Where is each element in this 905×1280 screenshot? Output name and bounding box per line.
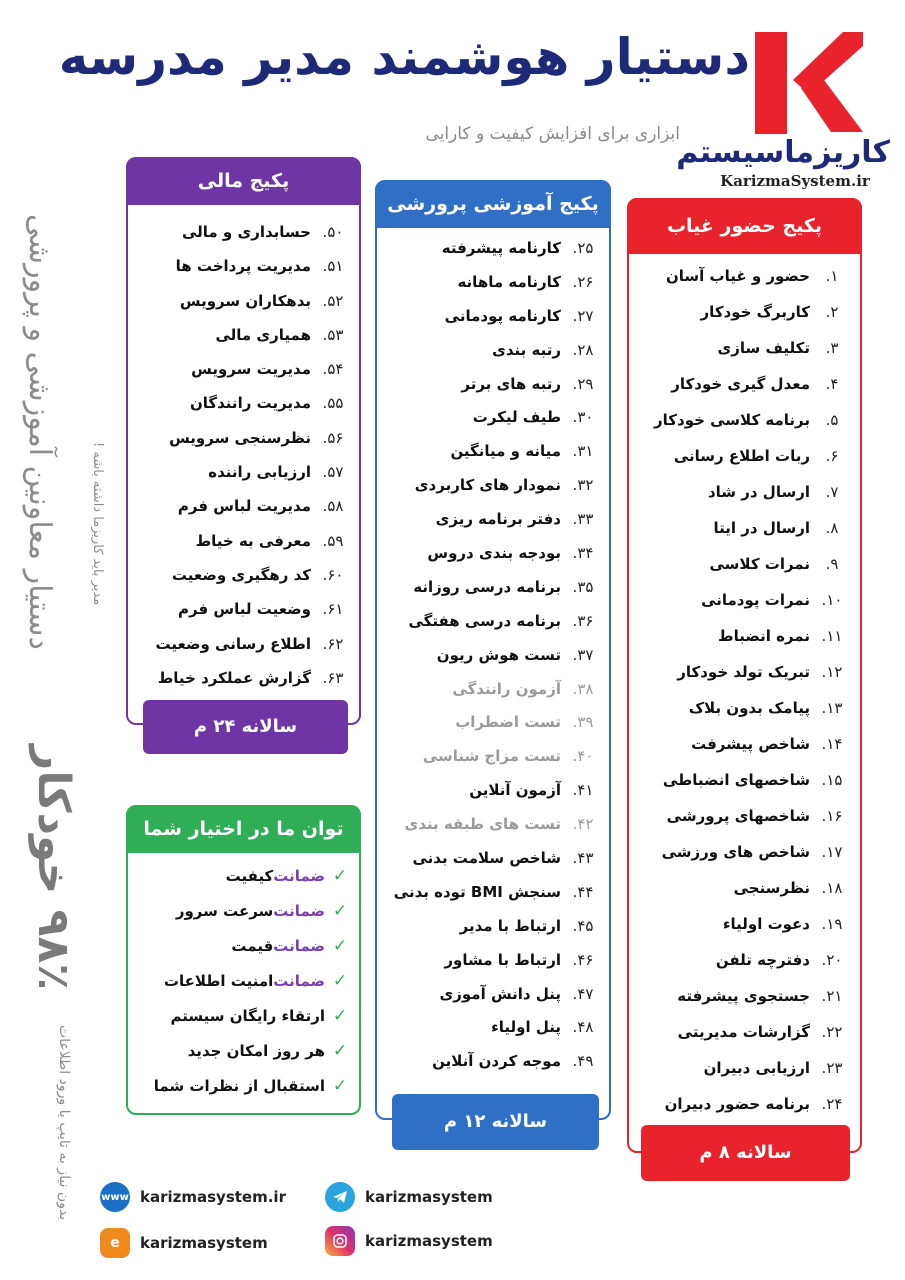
package-item (377, 842, 605, 876)
package-item (377, 300, 605, 334)
guarantee-text: هر روز امکان جدید (187, 1042, 325, 1060)
checkmark-icon: ✓ (332, 1041, 348, 1061)
guarantee-text: کیفیت (225, 867, 274, 885)
side-automation-percent: ۹۸٪ خودکار (28, 744, 79, 990)
checkmark-icon: ✓ (332, 1076, 348, 1096)
package-item (128, 592, 355, 626)
item-label: ارسال در ایتا (713, 519, 810, 537)
karizma-logo-icon (745, 28, 865, 138)
checkmark-icon: ✓ (332, 936, 348, 956)
package-item (629, 978, 854, 1014)
checkmark-icon: ✓ (332, 901, 348, 921)
item-number: ۴۱. (572, 781, 594, 800)
item-label: تست های طبقه بندی (404, 815, 561, 834)
package-item (377, 673, 605, 707)
item-label: میانه و میانگین (450, 442, 561, 461)
item-number: ۳۷. (572, 645, 594, 664)
item-label: کارنامه پیشرفته (441, 239, 561, 257)
item-label: نظرسنجی (733, 879, 810, 897)
item-label: ارسال در شاد (707, 483, 810, 501)
item-number: ۵۹. (322, 531, 344, 550)
item-label: شاخص های ورزشی (661, 843, 810, 861)
package-item (128, 421, 355, 455)
item-label: کد رهگیری وضعیت (171, 565, 311, 584)
item-label: نمودار های کاربردی (414, 476, 561, 495)
instagram-handle: karizmasystem (365, 1232, 493, 1250)
item-number: ۱۴. (821, 735, 843, 753)
package-item (128, 661, 355, 695)
item-number: ۴۰. (572, 747, 594, 766)
item-number: ۴۴. (572, 882, 594, 901)
item-number: ۶۰. (322, 565, 344, 584)
package-item (629, 582, 854, 618)
package-item (128, 215, 355, 249)
package-item (128, 318, 355, 352)
education-price-badge: سالانه ۱۲ م (392, 1094, 599, 1150)
item-label: تبریک تولد خودکار (677, 663, 810, 681)
checkmark-icon: ✓ (332, 971, 348, 991)
package-item (377, 503, 605, 537)
item-number: ۱۲. (821, 663, 843, 681)
package-item (629, 330, 854, 366)
finance-package-title: پکیج مالی (126, 157, 361, 205)
guarantee-text: سرعت سرور (175, 902, 274, 920)
item-number: ۱۸. (821, 879, 843, 897)
package-item (377, 1045, 605, 1079)
package-item (377, 469, 605, 503)
guarantee-text: امنیت اطلاعات (163, 972, 274, 990)
item-number: ۱۷. (821, 843, 843, 861)
item-number: ۳۵. (572, 577, 594, 596)
package-item (128, 249, 355, 283)
item-number: ۳۳. (572, 510, 594, 529)
item-number: ۵۶. (322, 428, 344, 447)
item-label: نظرسنجی سرویس (169, 428, 311, 447)
item-label: مدیریت سرویس (191, 360, 311, 379)
guarantee-item (128, 1069, 355, 1104)
guarantee-keyword: ضمانت (273, 937, 325, 955)
package-item (377, 740, 605, 774)
package-item (377, 368, 605, 402)
item-label: رتبه بندی (492, 340, 561, 359)
package-item (629, 1014, 854, 1050)
package-item (629, 834, 854, 870)
brand-website-text: KarizmaSystem.ir (720, 172, 870, 190)
item-number: ۵. (825, 411, 839, 429)
item-label: گزارش عملکرد خیاط (157, 668, 311, 687)
item-label: بدهکاران سرویس (179, 291, 311, 310)
guarantee-item (128, 859, 355, 894)
package-item (629, 402, 854, 438)
eitaa-icon: e (100, 1228, 130, 1258)
item-label: شاخص پیشرفت (691, 735, 810, 753)
item-label: برنامه حضور دبیران (664, 1095, 810, 1113)
package-item (128, 489, 355, 523)
item-number: ۹. (825, 555, 839, 573)
finance-package-card (126, 157, 361, 725)
item-number: ۴۶. (572, 950, 594, 969)
item-label: پیامک بدون بلاک (688, 699, 810, 717)
item-label: شاخص سلامت بدنی (412, 849, 561, 868)
package-item (629, 762, 854, 798)
guarantee-keyword: ضمانت (273, 972, 325, 990)
package-item (629, 366, 854, 402)
globe-icon: www (100, 1182, 130, 1212)
item-label: آزمون آنلاین (469, 781, 561, 800)
item-label: پنل اولیاء (491, 1018, 561, 1037)
guarantee-item (128, 964, 355, 999)
item-label: معدل گیری خودکار (671, 375, 810, 393)
package-item (629, 870, 854, 906)
item-label: آزمون رانندگی (452, 679, 561, 698)
item-number: ۵۳. (322, 325, 344, 344)
item-number: ۴۵. (572, 916, 594, 935)
package-item (629, 258, 854, 294)
item-label: حسابداری و مالی (181, 223, 311, 241)
item-number: ۴۹. (572, 1052, 594, 1071)
item-number: ۵۷. (322, 463, 344, 482)
item-number: ۶۳. (322, 668, 344, 687)
package-item (377, 808, 605, 842)
item-number: ۲۵. (572, 239, 594, 257)
package-item (128, 352, 355, 386)
item-number: ۳. (825, 339, 839, 357)
item-number: ۴. (825, 375, 839, 393)
item-number: ۲۰. (821, 951, 843, 969)
attendance-package-card (627, 198, 862, 1153)
education-package-card (375, 180, 611, 1120)
package-item (128, 524, 355, 558)
item-number: ۲۳. (821, 1059, 843, 1077)
package-item (377, 706, 605, 740)
item-number: ۶۱. (322, 600, 344, 619)
item-label: ارزیابی راننده (208, 463, 311, 482)
checkmark-icon: ✓ (332, 1006, 348, 1026)
item-label: نمرات کلاسی (709, 555, 810, 573)
item-label: پنل دانش آموزی (439, 984, 561, 1003)
package-item (629, 546, 854, 582)
item-label: دفتر برنامه ریزی (435, 510, 561, 529)
package-item (377, 571, 605, 605)
eitaa-link[interactable] (100, 1228, 268, 1258)
package-item (377, 1011, 605, 1045)
item-label: نمرات پودمانی (701, 591, 810, 609)
item-number: ۳۹. (572, 713, 594, 732)
item-label: دفترچه تلفن (715, 951, 810, 969)
item-label: معرفی به خیاط (195, 531, 311, 550)
item-number: ۳۶. (572, 611, 594, 630)
package-item (629, 510, 854, 546)
package-item (377, 910, 605, 944)
item-number: ۵۸. (322, 497, 344, 516)
package-item (377, 537, 605, 571)
brand-name-fa: کاریزماسیستم (676, 135, 890, 170)
item-label: ارتباط با مشاور (444, 950, 561, 969)
package-item (629, 1050, 854, 1086)
package-item (377, 978, 605, 1012)
item-number: ۳۲. (572, 476, 594, 495)
package-item (629, 618, 854, 654)
package-item (128, 284, 355, 318)
package-item (377, 944, 605, 978)
item-number: ۳۱. (572, 442, 594, 461)
item-label: تست هوش ریون (436, 645, 561, 664)
item-label: ربات اطلاع رسانی (673, 447, 810, 465)
package-item (629, 906, 854, 942)
guarantee-text: استقبال از نظرات شما (153, 1077, 325, 1095)
package-item (629, 726, 854, 762)
education-item-list (377, 232, 609, 1079)
item-label: مدیریت پرداخت ها (175, 257, 311, 276)
instagram-icon (325, 1226, 355, 1256)
item-label: سنجش BMI توده بدنی (393, 882, 561, 901)
item-number: ۵۵. (322, 394, 344, 413)
item-label: شاخصهای انضباطی (662, 771, 810, 789)
item-label: ارزیابی دبیران (703, 1059, 810, 1077)
item-number: ۵۲. (322, 291, 344, 310)
page-title: دستیار هوشمند مدیر مدرسه (58, 28, 750, 86)
item-label: برنامه درسی هفتگی (408, 611, 561, 630)
item-label: گزارشات مدیریتی (677, 1023, 810, 1041)
guarantees-title: توان ما در اختیار شما (126, 805, 361, 853)
item-number: ۱۳. (821, 699, 843, 717)
item-label: اطلاع رسانی وضعیت (155, 634, 311, 653)
item-number: ۲. (825, 303, 839, 321)
item-number: ۱۶. (821, 807, 843, 825)
item-label: جستجوی پیشرفته (677, 987, 810, 1005)
package-item (128, 627, 355, 661)
item-number: ۳۸. (572, 679, 594, 698)
package-item (377, 639, 605, 673)
package-item (629, 798, 854, 834)
item-label: طیف لیکرت (472, 408, 561, 427)
checkmark-icon: ✓ (332, 866, 348, 886)
item-label: ارتباط با مدیر (459, 916, 561, 935)
item-number: ۶۲. (322, 634, 344, 653)
website-link[interactable] (100, 1182, 286, 1212)
item-number: ۲۸. (572, 340, 594, 359)
attendance-package-title: پکیج حضور غیاب (627, 198, 862, 254)
package-item (629, 1086, 854, 1122)
guarantee-item (128, 894, 355, 929)
package-item (629, 294, 854, 330)
package-item (128, 455, 355, 489)
package-item (377, 435, 605, 469)
guarantees-list (128, 859, 359, 1104)
website-text: karizmasystem.ir (140, 1188, 286, 1206)
telegram-handle: karizmasystem (365, 1188, 493, 1206)
package-item (629, 474, 854, 510)
package-item (377, 232, 605, 266)
item-number: ۵۰. (322, 223, 344, 241)
side-tagline: دستیار معاونین آموزشی و پرورشی (22, 214, 57, 650)
package-item (629, 690, 854, 726)
item-number: ۵۱. (322, 257, 344, 276)
package-item (629, 942, 854, 978)
item-number: ۲۴. (821, 1095, 843, 1113)
item-number: ۳۰. (572, 408, 594, 427)
guarantee-text: ارتقاء رایگان سیستم (170, 1007, 325, 1025)
item-number: ۲۷. (572, 306, 594, 325)
item-label: مدیریت لباس فرم (177, 497, 311, 516)
item-label: شاخصهای پرورشی (666, 807, 810, 825)
item-label: رتبه های برتر (461, 374, 561, 393)
item-number: ۱۹. (821, 915, 843, 933)
item-label: کارنامه ماهانه (457, 272, 561, 291)
item-number: ۷. (825, 483, 839, 501)
item-label: مدیریت رانندگان (189, 394, 311, 413)
package-item (377, 401, 605, 435)
education-package-title: پکیج آموزشی پرورشی (375, 180, 611, 228)
package-item (629, 438, 854, 474)
item-number: ۳۴. (572, 544, 594, 563)
item-label: تکلیف سازی (717, 339, 810, 357)
item-label: تست مزاج شناسی (422, 747, 561, 766)
item-label: موجه کردن آنلاین (432, 1052, 561, 1071)
eitaa-handle: karizmasystem (140, 1234, 268, 1252)
item-number: ۵۴. (322, 360, 344, 379)
item-number: ۴۳. (572, 849, 594, 868)
item-number: ۸. (825, 519, 839, 537)
item-number: ۴۲. (572, 815, 594, 834)
telegram-link[interactable] (325, 1182, 493, 1212)
guarantee-item (128, 1034, 355, 1069)
telegram-icon (325, 1182, 355, 1212)
guarantee-item (128, 929, 355, 964)
package-item (377, 774, 605, 808)
item-number: ۴۸. (572, 1018, 594, 1037)
attendance-item-list (629, 258, 860, 1122)
package-item (377, 334, 605, 368)
item-label: نمره انضباط (718, 627, 810, 645)
package-item (377, 605, 605, 639)
package-item (377, 266, 605, 300)
attendance-price-badge: سالانه ۸ م (641, 1125, 850, 1181)
package-item (128, 386, 355, 420)
item-number: ۱۰. (821, 591, 843, 609)
item-number: ۲۲. (821, 1023, 843, 1041)
guarantees-card (126, 805, 361, 1115)
package-item (377, 876, 605, 910)
item-label: دعوت اولیاء (722, 915, 810, 933)
finance-price-badge: سالانه ۲۴ م (143, 700, 348, 754)
item-number: ۱۵. (821, 771, 843, 789)
item-label: برنامه کلاسی خودکار (654, 411, 810, 429)
side-no-typing: بدون نیاز به تایپ یا ورود اطلاعات (56, 1024, 72, 1220)
side-note: مدیر باید کاریزما داشته باشه ! (90, 441, 105, 605)
package-item (629, 654, 854, 690)
item-label: حضور و غیاب آسان (665, 267, 810, 285)
item-number: ۲۹. (572, 374, 594, 393)
package-item (128, 558, 355, 592)
item-label: همیاری مالی (215, 325, 311, 344)
finance-item-list (128, 215, 359, 695)
item-number: ۲۱. (821, 987, 843, 1005)
item-number: ۱. (825, 267, 839, 285)
item-label: بودجه بندی دروس (427, 544, 561, 563)
item-number: ۴۷. (572, 984, 594, 1003)
guarantee-keyword: ضمانت (273, 867, 325, 885)
item-number: ۱۱. (821, 627, 843, 645)
item-number: ۲۶. (572, 272, 594, 291)
guarantee-item (128, 999, 355, 1034)
guarantee-text: قیمت (231, 937, 274, 955)
item-label: وضعیت لباس فرم (178, 600, 311, 619)
item-label: کارنامه پودمانی (444, 306, 561, 325)
item-label: تست اضطراب (455, 713, 561, 732)
page-subtitle: ابزاری برای افزایش کیفیت و کارایی (425, 124, 680, 144)
item-label: کاربرگ خودکار (700, 303, 810, 321)
instagram-link[interactable] (325, 1226, 493, 1256)
guarantee-keyword: ضمانت (273, 902, 325, 920)
item-number: ۶. (825, 447, 839, 465)
item-label: برنامه درسی روزانه (413, 577, 561, 596)
